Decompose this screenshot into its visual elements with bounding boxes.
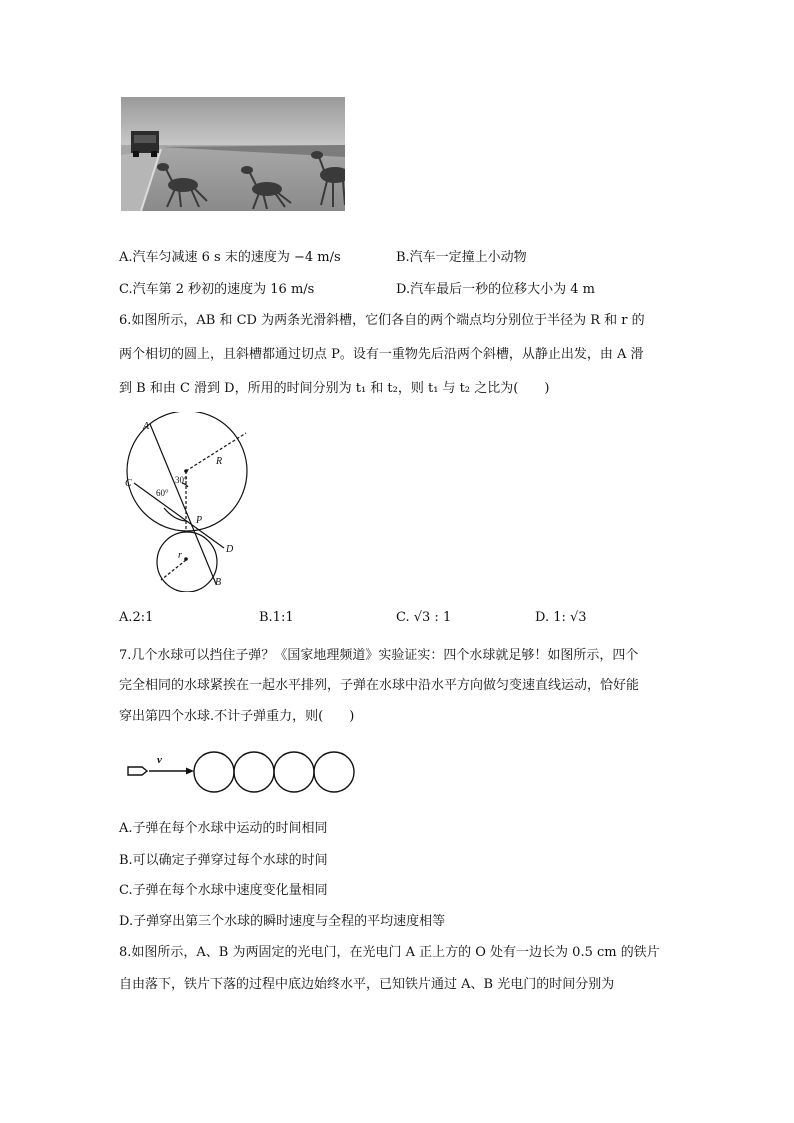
q6-line-3: 到 B 和由 C 滑到 D，所用的时间分别为 t₁ 和 t₂，则 t₁ 与 t₂ 之比为( ) — [119, 381, 550, 396]
q5-option-d: D.汽车最后一秒的位移大小为 4 m — [396, 282, 595, 297]
label-r-small: r — [178, 550, 182, 561]
q6-option-d: D. 1: √3 — [535, 610, 587, 625]
q7-line-2: 完全相同的水球紧挨在一起水平排列，子弹在水球中沿水平方向做匀变速直线运动，恰好能 — [119, 678, 640, 693]
water-ball-2 — [234, 752, 274, 792]
bullet-icon — [128, 767, 147, 775]
q7-water-balls-figure — [120, 748, 360, 800]
q5-option-c: C.汽车第 2 秒初的速度为 16 m/s — [119, 282, 315, 297]
q7-line-1: 7.几个水球可以挡住子弹？《国家地理频道》实验证实：四个水球就足够！如图所示，四个 — [119, 648, 639, 663]
q5-option-a: A.汽车匀减速 6 s 末的速度为 −4 m/s — [119, 250, 341, 265]
q7-option-c: C.子弹在每个水球中速度变化量相同 — [119, 883, 328, 898]
q5-option-b: B.汽车一定撞上小动物 — [396, 250, 527, 265]
q8-line-2: 自由落下，铁片下落的过程中底边始终水平，已知铁片通过 A、B 光电门的时间分别为 — [119, 977, 615, 992]
q6-two-circles-figure — [120, 412, 260, 592]
road-animals-photo — [121, 97, 345, 211]
angle-30-label: 30° — [175, 475, 188, 485]
q6-option-b: B.1:1 — [259, 610, 294, 625]
q6-option-a: A.2:1 — [119, 610, 154, 625]
q7-option-d: D.子弹穿出第三个水球的瞬时速度与全程的平均速度相等 — [119, 914, 446, 929]
q7-option-a: A.子弹在每个水球中运动的时间相同 — [119, 821, 328, 836]
arrow-head-icon — [186, 768, 194, 775]
velocity-label: v — [157, 754, 162, 766]
water-ball-1 — [194, 752, 234, 792]
label-p: P — [196, 515, 203, 526]
q7-option-b: B.可以确定子弹穿过每个水球的时间 — [119, 853, 328, 868]
small-circle — [157, 532, 217, 592]
water-ball-4 — [314, 752, 354, 792]
angle-60-label: 60° — [156, 488, 169, 498]
label-r-big: R — [216, 456, 223, 467]
label-d: D — [226, 544, 234, 555]
label-a: A — [143, 421, 150, 432]
q6-line-1: 6.如图所示，AB 和 CD 为两条光滑斜槽，它们各自的两个端点均分别位于半径为 R 和 r 的 — [119, 313, 645, 328]
q6-option-c: C. √3 : 1 — [396, 610, 452, 625]
chute-ab — [150, 424, 216, 584]
label-c: C — [125, 478, 132, 489]
q8-line-1: 8.如图所示，A、B 为两固定的光电门，在光电门 A 正上方的 O 处有一边长为 0.5 cm 的铁片 — [119, 945, 660, 960]
q7-line-3: 穿出第四个水球.不计子弹重力，则( ) — [119, 709, 355, 724]
label-b: B — [215, 577, 222, 588]
radius-small-dashed — [161, 560, 186, 580]
water-ball-3 — [274, 752, 314, 792]
angle-arc-60 — [164, 508, 186, 521]
q6-line-2: 两个相切的圆上，且斜槽都通过切点 P。设有一重物先后沿两个斜槽，从静止出发，由 A 滑 — [119, 347, 644, 362]
